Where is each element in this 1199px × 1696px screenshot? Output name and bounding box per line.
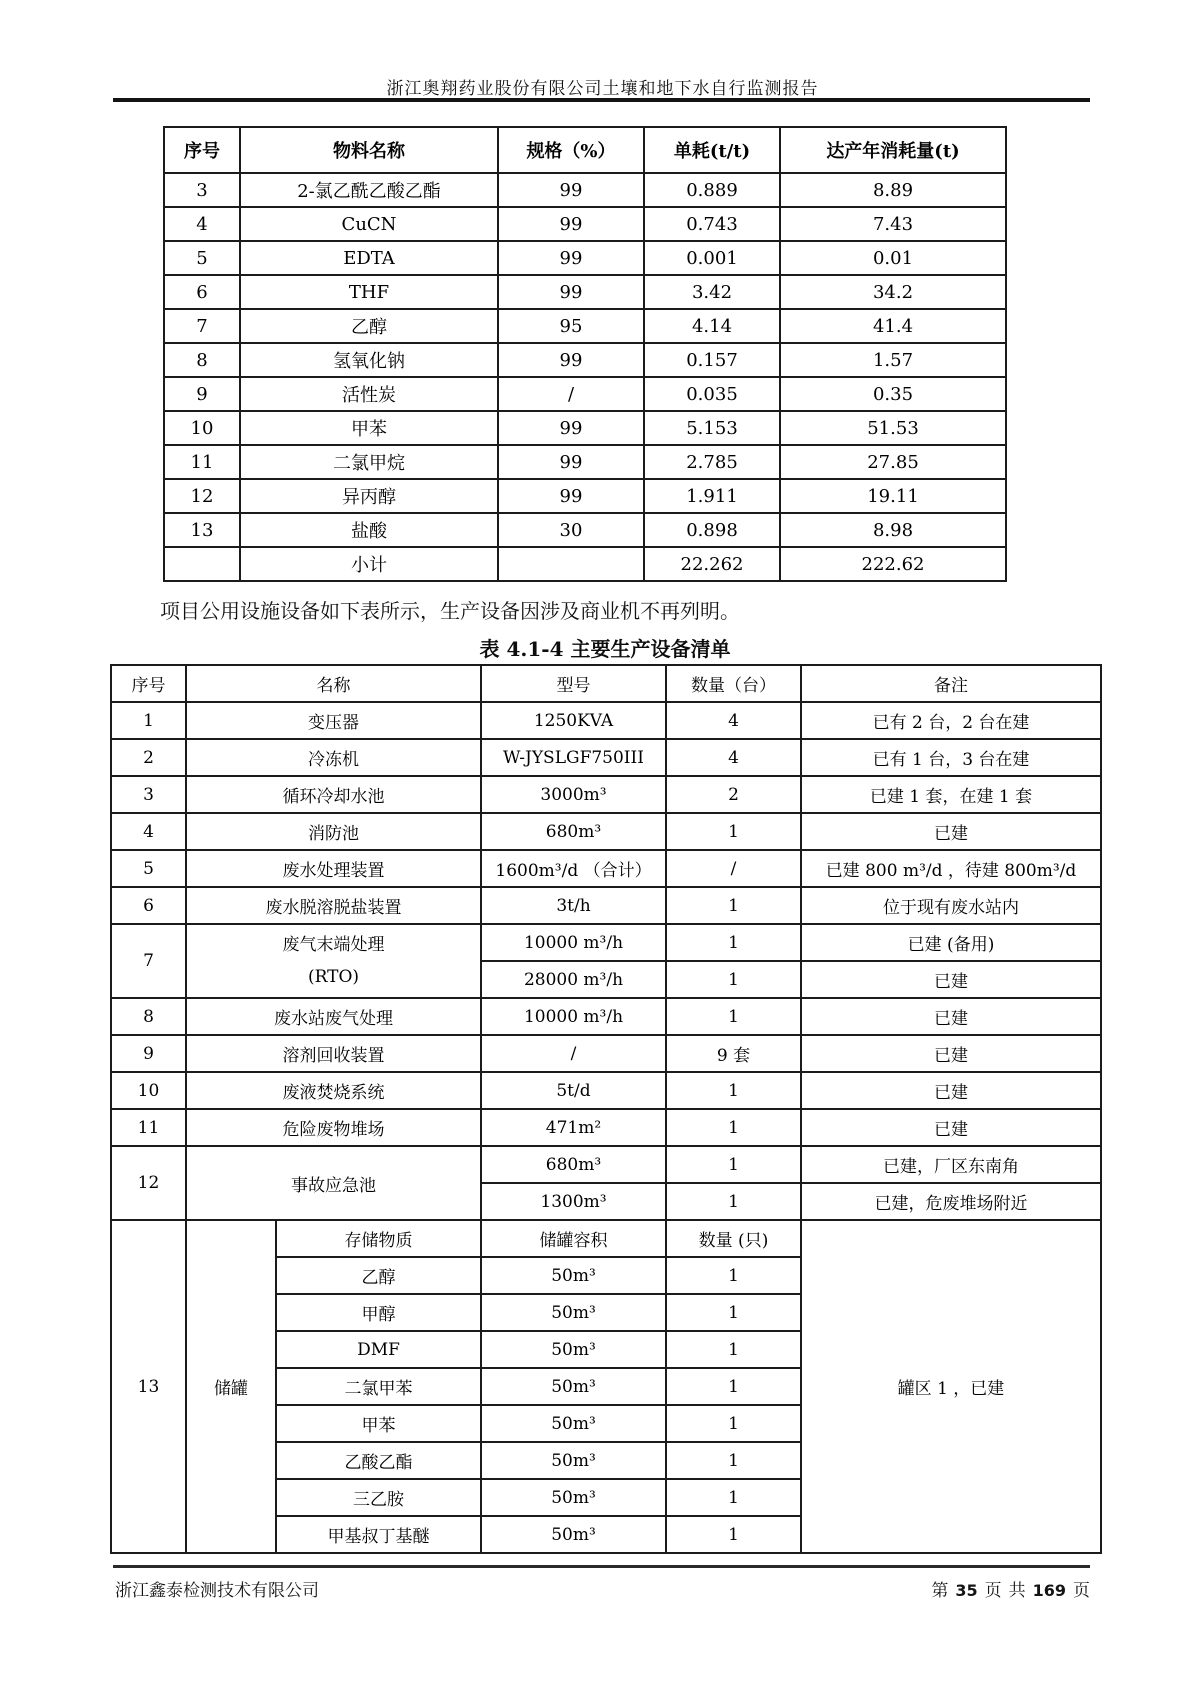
col-header-annual-consumption: 达产年消耗量(t)	[780, 127, 1006, 173]
material-unit-consumption: 0.035	[644, 377, 780, 411]
material-name: 乙醇	[240, 309, 498, 343]
material-no: 10	[164, 411, 240, 445]
material-unit-consumption: 4.14	[644, 309, 780, 343]
equipment-no: 7	[111, 924, 186, 998]
material-row	[164, 479, 1006, 513]
equipment-model: /	[481, 1035, 666, 1072]
material-unit-consumption: 3.42	[644, 275, 780, 309]
material-no: 7	[164, 309, 240, 343]
material-unit-consumption: 0.898	[644, 513, 780, 547]
equipment-no: 12	[111, 1146, 186, 1220]
equipment-row	[111, 850, 1101, 887]
equipment-model: 680m³	[481, 813, 666, 850]
equipment-no: 13	[111, 1220, 186, 1553]
material-annual-consumption: 0.01	[780, 241, 1006, 275]
tank-capacity: 50m³	[481, 1516, 666, 1553]
equipment-qty: 1	[666, 924, 801, 961]
material-no: 8	[164, 343, 240, 377]
tank-qty: 1	[666, 1405, 801, 1442]
equipment-remark: 已有 2 台，2 台在建	[801, 702, 1101, 739]
material-annual-consumption: 51.53	[780, 411, 1006, 445]
materials-subtotal-row	[164, 547, 1006, 581]
equipment-row	[111, 813, 1101, 850]
equipment-name: 事故应急池	[186, 1146, 481, 1220]
equipment-row	[111, 998, 1101, 1035]
col-header-remark: 备注	[801, 665, 1101, 702]
equipment-table-title: 表 4.1-4 主要生产设备清单	[479, 637, 731, 661]
material-annual-consumption: 34.2	[780, 275, 1006, 309]
materials-header-row	[164, 127, 1006, 173]
material-spec: 99	[498, 275, 644, 309]
equipment-name: 变压器	[186, 702, 481, 739]
equipment-model: 1250KVA	[481, 702, 666, 739]
equipment-qty: 9 套	[666, 1035, 801, 1072]
material-row	[164, 411, 1006, 445]
tank-qty: 1	[666, 1368, 801, 1405]
equipment-model: 1600m³/d （合计）	[481, 850, 666, 887]
material-spec: 30	[498, 513, 644, 547]
equipment-qty: 1	[666, 1109, 801, 1146]
equipment-no: 8	[111, 998, 186, 1035]
material-unit-consumption: 0.889	[644, 173, 780, 207]
equipment-qty: 4	[666, 739, 801, 776]
material-no: 5	[164, 241, 240, 275]
tank-material: DMF	[276, 1331, 481, 1368]
equipment-qty: 4	[666, 702, 801, 739]
material-no: 4	[164, 207, 240, 241]
equipment-model: 10000 m³/h	[481, 998, 666, 1035]
equipment-remark: 已建	[801, 813, 1101, 850]
equipment-qty: 1	[666, 961, 801, 998]
tank-material: 二氯甲苯	[276, 1368, 481, 1405]
material-name: EDTA	[240, 241, 498, 275]
equipment-remark: 已建，危废堆场附近	[801, 1183, 1101, 1220]
equipment-model: 10000 m³/h	[481, 924, 666, 961]
equipment-remark: 已建	[801, 1072, 1101, 1109]
equipment-model: 3t/h	[481, 887, 666, 924]
header-rule	[113, 98, 1090, 102]
material-annual-consumption: 7.43	[780, 207, 1006, 241]
material-name: 甲苯	[240, 411, 498, 445]
subtotal-unit-consumption: 22.262	[644, 547, 780, 581]
material-row	[164, 377, 1006, 411]
material-name: THF	[240, 275, 498, 309]
material-spec: 99	[498, 207, 644, 241]
equipment-model: 680m³	[481, 1146, 666, 1183]
col-header-name: 名称	[186, 665, 481, 702]
equipment-row	[111, 702, 1101, 739]
material-unit-consumption: 0.157	[644, 343, 780, 377]
material-row	[164, 513, 1006, 547]
footer-page-prefix: 第	[931, 1581, 949, 1601]
material-name: 盐酸	[240, 513, 498, 547]
equipment-name: 消防池	[186, 813, 481, 850]
material-row	[164, 343, 1006, 377]
equipment-row	[111, 739, 1101, 776]
tank-qty: 1	[666, 1479, 801, 1516]
equipment-no: 10	[111, 1072, 186, 1109]
material-row	[164, 275, 1006, 309]
equipment-name: 溶剂回收装置	[186, 1035, 481, 1072]
equipment-name: 废水站废气处理	[186, 998, 481, 1035]
material-row	[164, 241, 1006, 275]
material-spec: 99	[498, 241, 644, 275]
equipment-remark: 已建 1 套，在建 1 套	[801, 776, 1101, 813]
tank-capacity: 50m³	[481, 1368, 666, 1405]
equipment-model: W-JYSLGF750III	[481, 739, 666, 776]
material-no: 9	[164, 377, 240, 411]
footer-page-indicator	[931, 1576, 1090, 1601]
equipment-name-line2: (RTO)	[307, 967, 360, 987]
footer-company: 浙江鑫泰检测技术有限公司	[115, 1581, 319, 1601]
footer-page-label: 页	[984, 1581, 1002, 1601]
tank-col-header-material: 存储物质	[276, 1220, 481, 1257]
col-header-material-name: 物料名称	[240, 127, 498, 173]
tank-capacity: 50m³	[481, 1405, 666, 1442]
material-row	[164, 445, 1006, 479]
equipment-name: 废水脱溶脱盐装置	[186, 887, 481, 924]
equipment-no: 4	[111, 813, 186, 850]
col-header-no: 序号	[164, 127, 240, 173]
equipment-model: 471m²	[481, 1109, 666, 1146]
material-annual-consumption: 1.57	[780, 343, 1006, 377]
equipment-remark: 已建 800 m³/d ，待建 800m³/d	[801, 850, 1101, 887]
body-paragraph: 项目公用设施设备如下表所示，生产设备因涉及商业机不再列明。	[160, 599, 740, 623]
equipment-no: 2	[111, 739, 186, 776]
tank-material: 甲苯	[276, 1405, 481, 1442]
material-spec: 99	[498, 173, 644, 207]
equipment-name: 危险废物堆场	[186, 1109, 481, 1146]
tank-qty: 1	[666, 1257, 801, 1294]
tank-material: 甲醇	[276, 1294, 481, 1331]
material-annual-consumption: 19.11	[780, 479, 1006, 513]
tank-qty: 1	[666, 1331, 801, 1368]
material-spec	[498, 547, 644, 581]
material-no: 3	[164, 173, 240, 207]
material-spec: 95	[498, 309, 644, 343]
tank-capacity: 50m³	[481, 1442, 666, 1479]
col-header-spec: 规格（%）	[498, 127, 644, 173]
material-unit-consumption: 0.001	[644, 241, 780, 275]
equipment-model: 3000m³	[481, 776, 666, 813]
tank-col-header-capacity: 储罐容积	[481, 1220, 666, 1257]
equipment-no: 6	[111, 887, 186, 924]
material-spec: 99	[498, 445, 644, 479]
equipment-qty: 2	[666, 776, 801, 813]
material-unit-consumption: 2.785	[644, 445, 780, 479]
tank-material: 甲基叔丁基醚	[276, 1516, 481, 1553]
material-row	[164, 173, 1006, 207]
equipment-remark: 位于现有废水站内	[801, 887, 1101, 924]
equipment-qty: 1	[666, 1146, 801, 1183]
material-annual-consumption: 27.85	[780, 445, 1006, 479]
material-spec: 99	[498, 343, 644, 377]
material-no: 6	[164, 275, 240, 309]
material-annual-consumption: 41.4	[780, 309, 1006, 343]
material-name: 活性炭	[240, 377, 498, 411]
material-no	[164, 547, 240, 581]
equipment-table	[110, 664, 1102, 1554]
tank-material: 乙醇	[276, 1257, 481, 1294]
equipment-qty: 1	[666, 887, 801, 924]
equipment-row	[111, 1035, 1101, 1072]
equipment-name: 冷冻机	[186, 739, 481, 776]
equipment-model: 1300m³	[481, 1183, 666, 1220]
equipment-no: 11	[111, 1109, 186, 1146]
equipment-no: 1	[111, 702, 186, 739]
equipment-qty: 1	[666, 1183, 801, 1220]
col-header-no: 序号	[111, 665, 186, 702]
material-no: 11	[164, 445, 240, 479]
tank-qty: 1	[666, 1516, 801, 1553]
subtotal-annual-consumption: 222.62	[780, 547, 1006, 581]
material-spec: /	[498, 377, 644, 411]
col-header-unit-consumption: 单耗(t/t)	[644, 127, 780, 173]
material-row	[164, 207, 1006, 241]
tank-qty: 1	[666, 1442, 801, 1479]
material-row	[164, 309, 1006, 343]
material-name: 异丙醇	[240, 479, 498, 513]
tank-capacity: 50m³	[481, 1294, 666, 1331]
equipment-remark: 已建	[801, 961, 1101, 998]
equipment-name: 废水处理装置	[186, 850, 481, 887]
equipment-no: 5	[111, 850, 186, 887]
tank-qty: 1	[666, 1294, 801, 1331]
page-footer	[115, 1576, 1090, 1601]
equipment-name: 循环冷却水池	[186, 776, 481, 813]
page-header-title: 浙江奥翔药业股份有限公司土壤和地下水自行监测报告	[386, 79, 819, 99]
material-unit-consumption: 1.911	[644, 479, 780, 513]
equipment-remark: 已建	[801, 1035, 1101, 1072]
materials-table	[163, 126, 1007, 582]
equipment-name: 储罐	[186, 1220, 276, 1553]
material-name: 氢氧化钠	[240, 343, 498, 377]
equipment-header-row	[111, 665, 1101, 702]
equipment-qty: 1	[666, 1072, 801, 1109]
material-spec: 99	[498, 411, 644, 445]
material-no: 13	[164, 513, 240, 547]
equipment-remark: 已有 1 台，3 台在建	[801, 739, 1101, 776]
tank-capacity: 50m³	[481, 1479, 666, 1516]
equipment-no: 3	[111, 776, 186, 813]
subtotal-label: 小计	[240, 547, 498, 581]
equipment-name: 废液焚烧系统	[186, 1072, 481, 1109]
material-no: 12	[164, 479, 240, 513]
equipment-row	[111, 776, 1101, 813]
tank-capacity: 50m³	[481, 1331, 666, 1368]
equipment-remark: 已建 (备用)	[801, 924, 1101, 961]
equipment-name-line1: 废气末端处理	[282, 934, 385, 955]
equipment-row	[111, 887, 1101, 924]
material-annual-consumption: 8.89	[780, 173, 1006, 207]
equipment-row	[111, 1109, 1101, 1146]
material-name: 二氯甲烷	[240, 445, 498, 479]
footer-page-number: 35	[955, 1581, 978, 1600]
equipment-row	[111, 1072, 1101, 1109]
col-header-qty: 数量（台）	[666, 665, 801, 702]
tank-capacity: 50m³	[481, 1257, 666, 1294]
material-annual-consumption: 0.35	[780, 377, 1006, 411]
equipment-remark: 罐区 1 ，已建	[801, 1220, 1101, 1553]
equipment-qty: 1	[666, 998, 801, 1035]
equipment-row-13	[111, 1220, 1101, 1257]
material-unit-consumption: 0.743	[644, 207, 780, 241]
material-spec: 99	[498, 479, 644, 513]
equipment-model: 5t/d	[481, 1072, 666, 1109]
footer-total-suffix: 页	[1073, 1581, 1090, 1601]
equipment-row-7	[111, 924, 1101, 961]
material-name: CuCN	[240, 207, 498, 241]
material-name: 2-氯乙酰乙酸乙酯	[240, 173, 498, 207]
col-header-model: 型号	[481, 665, 666, 702]
equipment-name	[186, 924, 481, 998]
footer-total-label: 共	[1008, 1581, 1026, 1601]
footer-rule	[113, 1565, 1090, 1568]
equipment-qty: /	[666, 850, 801, 887]
equipment-remark: 已建	[801, 1109, 1101, 1146]
equipment-remark: 已建，厂区东南角	[801, 1146, 1101, 1183]
material-unit-consumption: 5.153	[644, 411, 780, 445]
equipment-row-12	[111, 1146, 1101, 1183]
equipment-model: 28000 m³/h	[481, 961, 666, 998]
equipment-remark: 已建	[801, 998, 1101, 1035]
equipment-no: 9	[111, 1035, 186, 1072]
material-annual-consumption: 8.98	[780, 513, 1006, 547]
tank-material: 乙酸乙酯	[276, 1442, 481, 1479]
tank-material: 三乙胺	[276, 1479, 481, 1516]
equipment-qty: 1	[666, 813, 801, 850]
footer-page-total: 169	[1032, 1581, 1066, 1600]
tank-col-header-qty: 数量 (只)	[666, 1220, 801, 1257]
